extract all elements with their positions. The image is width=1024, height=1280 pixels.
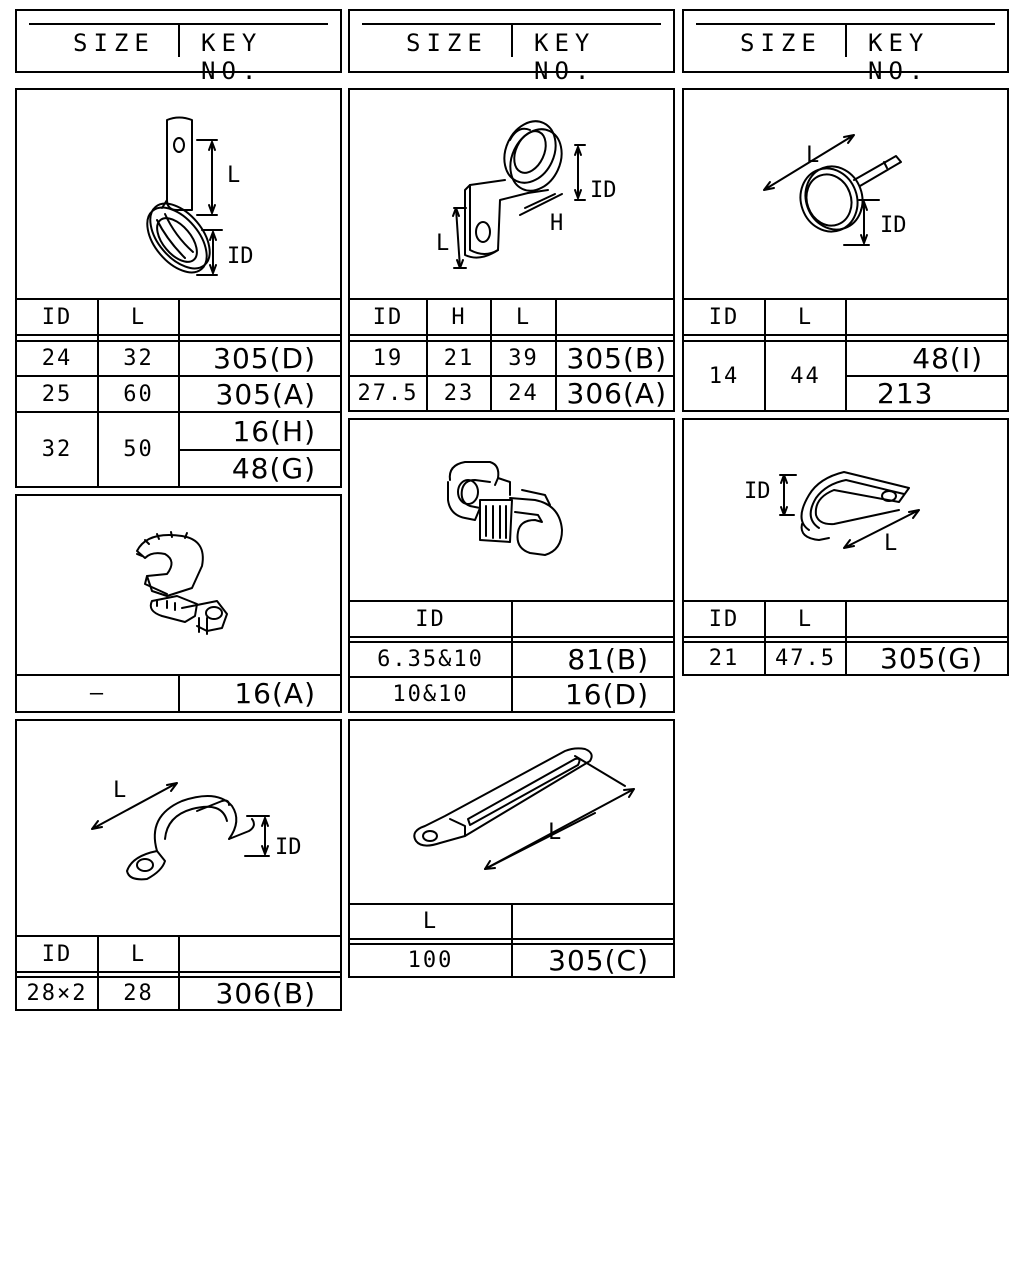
double-clip-drawing — [350, 420, 673, 602]
dim-label-l: L — [806, 143, 820, 168]
cell-l: 50 — [123, 437, 154, 462]
dim-label-id: ID — [275, 835, 302, 860]
cell-l: 32 — [123, 346, 154, 371]
slotted-strap-drawing — [350, 721, 673, 907]
part-panel-slotted-strap — [348, 719, 675, 978]
col-header-id: ID — [415, 606, 446, 632]
col-header-l: L — [515, 304, 532, 330]
dim-label-id: ID — [590, 178, 617, 203]
ring-clip-drawing — [684, 90, 1007, 300]
col-header-id: ID — [41, 304, 73, 330]
key-no-link[interactable]: 48(I) — [912, 342, 983, 375]
cell-h: 23 — [443, 381, 475, 406]
key-no-link[interactable]: 16(D) — [564, 678, 649, 711]
u-strap-drawing — [684, 420, 1007, 602]
cell-id: 27.5 — [357, 381, 419, 406]
dim-label-h: H — [550, 211, 564, 236]
cell-id: 21 — [708, 646, 740, 671]
col-header-l: L — [797, 606, 814, 632]
dim-label-l: L — [436, 231, 450, 256]
col-header-l: L — [797, 304, 814, 330]
col-header-l: L — [130, 941, 147, 967]
size-header: SIZE — [73, 29, 155, 57]
header-box-1 — [15, 9, 342, 85]
col-header-id: ID — [372, 304, 404, 330]
col-header-h: H — [451, 304, 467, 330]
cell-l: 47.5 — [775, 646, 836, 671]
size-header: SIZE — [406, 29, 488, 57]
cell-id: 6.35&10 — [377, 647, 484, 672]
key-no-link[interactable]: 213 — [877, 377, 934, 410]
cell-h: 21 — [443, 346, 475, 371]
cell-id: 25 — [41, 381, 73, 407]
cell-l: 44 — [790, 363, 821, 389]
plastic-clamp-drawing — [17, 496, 340, 676]
header-box-3 — [682, 9, 1009, 85]
key-no-header: KEY NO. — [868, 29, 930, 85]
key-no-link[interactable]: 81(B) — [567, 643, 649, 676]
key-no-link[interactable]: 305(B) — [566, 342, 667, 375]
dim-label-l: L — [113, 778, 127, 803]
part-panel-ring-clip — [682, 88, 1009, 412]
part-panel-double-clip — [348, 418, 675, 713]
p-clip-drawing — [17, 90, 340, 300]
cell-id: 14 — [708, 363, 740, 389]
cell-id: 28×2 — [26, 981, 88, 1006]
part-panel-u-strap — [682, 418, 1009, 676]
col-header-l: L — [422, 909, 439, 934]
key-no-link[interactable]: 16(A) — [234, 677, 316, 710]
key-no-link[interactable]: 305(G) — [880, 642, 983, 675]
cell-id: 24 — [41, 346, 73, 371]
dim-label-l: L — [227, 163, 241, 188]
key-no-link[interactable]: 306(A) — [566, 377, 667, 410]
dim-label-l: L — [548, 820, 562, 845]
cell-id: 32 — [41, 437, 73, 462]
dim-label-id: ID — [744, 479, 771, 504]
offset-clip-drawing — [350, 90, 673, 300]
col-header-id: ID — [41, 941, 73, 967]
key-no-link[interactable]: 305(D) — [213, 342, 316, 375]
cell-id: 10&10 — [392, 682, 469, 707]
cell-l: 24 — [508, 381, 539, 406]
cell-l: 28 — [123, 981, 154, 1006]
col-header-id: ID — [708, 304, 740, 330]
part-panel-saddle-clamp — [15, 719, 342, 1011]
key-no-link[interactable]: 305(C) — [548, 944, 649, 977]
part-panel-offset-clip — [348, 88, 675, 412]
header-box-2 — [348, 9, 675, 85]
dim-label-id: ID — [227, 244, 254, 269]
cell-id: 19 — [372, 346, 404, 371]
saddle-clamp-drawing — [17, 721, 340, 937]
cell-l: 60 — [123, 381, 154, 407]
cell-l: 100 — [407, 948, 454, 973]
key-no-link[interactable]: 48(G) — [231, 452, 316, 485]
dim-label-id: ID — [880, 213, 907, 238]
key-no-link[interactable]: 16(H) — [232, 414, 316, 448]
cell-size-none: — — [89, 681, 106, 706]
key-no-header: KEY NO. — [201, 29, 263, 85]
size-header: SIZE — [740, 29, 822, 57]
cell-l: 39 — [508, 346, 539, 371]
col-header-l: L — [130, 304, 147, 330]
key-no-link[interactable]: 305(A) — [215, 377, 316, 411]
col-header-id: ID — [708, 606, 740, 632]
part-panel-plastic-clamp — [15, 494, 342, 713]
key-no-link[interactable]: 306(B) — [215, 977, 316, 1010]
key-no-header: KEY NO. — [534, 29, 596, 85]
dim-label-l: L — [884, 531, 898, 556]
part-panel-p-clip — [15, 88, 342, 488]
